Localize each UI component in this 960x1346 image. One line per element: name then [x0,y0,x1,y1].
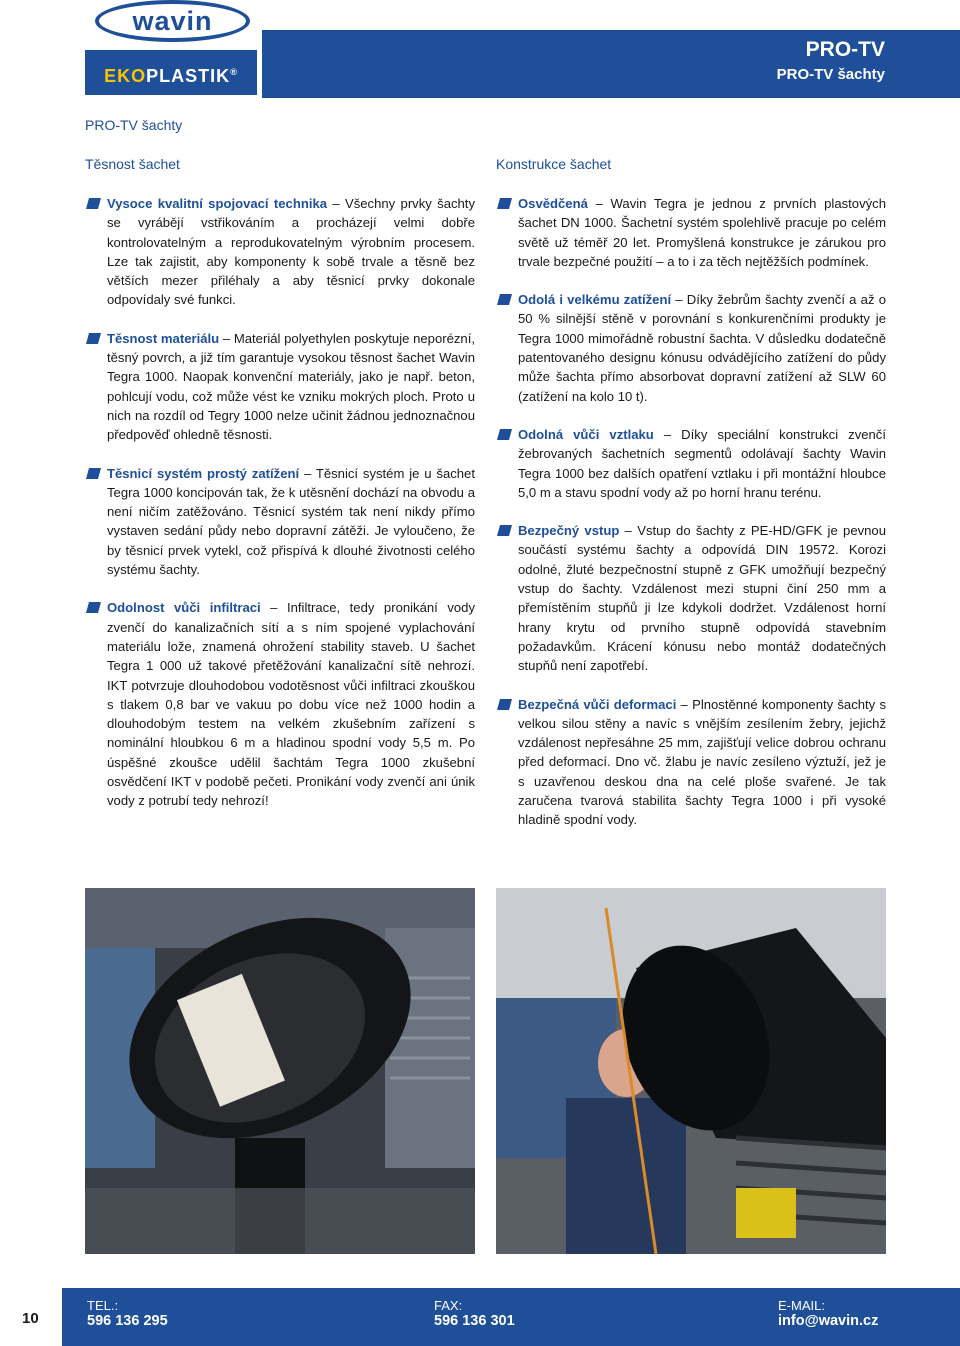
wavin-logo [95,0,250,42]
item-title: Těsnost materiálu [107,330,220,346]
item-title: Odolná vůči vztlaku [518,426,654,442]
company-logo [85,0,257,95]
list-item [496,425,886,502]
item-text: – Infiltrace, tedy pronikání vody zvenčí do kanalizačních sítí a s ním spojené vyplachování materiálu lože, znamená ohrožení stability staveb. U šachet Tegra 1 000 už takové přetěžování kanalizační sítě nehrozí. IKT potvrzuje dlouhodobou vodotěsnost vůči infiltraci zkouškou s tlakem 0,8 bar ve vakuu po dobu více než 1000 hodin a dlouhodobým testem na velkém zkušebním zařízení s nominální hloubkou 6 m a hladinou spodní vody 5,5 m. Po úspěšné zkoušce udělil šachtám Tegra 1000 zkušební osvědčení IKT v podobě pečeti. Pronikání vody zvenčí ani únik vody z potrubí tedy nehrozí! [107,600,475,809]
item-text: – Těsnicí systém je u šachet Tegra 1000 koncipován tak, že k utěsnění dochází na obvodu a není ničím zatěžováno. Těsnicí systém tak není nikdy přímo vystaven sedání půdy nebo dopravní zátěži. Je vyloučeno, že by těsnicí prvek vytekl, což přispívá k dlouhé životnosti celého systému šachty. [107,465,475,578]
plastik-text: PLASTIK [146,66,231,86]
list-item [85,329,475,445]
item-title: Bezpečná vůči deformaci [518,696,677,712]
tel-label: TEL.: [87,1298,119,1313]
list-item [85,464,475,580]
list-item [85,598,475,810]
item-title: Vysoce kvalitní spojovací technika [107,196,328,211]
list-item [496,695,886,830]
fax-value: 596 136 301 [434,1313,515,1329]
email-value: info@wavin.cz [778,1313,879,1329]
photo-shaft-segment-image [85,888,475,1254]
photo-worker-assembly [496,888,886,1254]
item-text: – Vstup do šachty z PE-HD/GFK je pevnou součástí systému šachty a odpovídá DIN 19572. Korozi odolné, žluté bezpečnostní stupně z GFK umožňují bezpečný vstup do šachty. Vzdálenost mezi stupni činí 250 mm a přemístěním stupňů ji lze kdykoli dodržet. Vzdálenost horní hrany krytu od prvního stupně odpovídá stavebním požadavkům. Krácení kónusu nebo montáž dodatečných stupňů není zapotřebí. [518,523,886,674]
eko-text: EKO [104,66,147,86]
list-item [496,521,886,675]
photo-worker-assembly-image [496,888,886,1254]
item-title: Osvědčená [518,196,588,211]
tel-value: 596 136 295 [87,1313,168,1329]
registered-mark: ® [230,67,238,77]
item-text: – Plnostěnné komponenty šachty s velkou silou stěny a navíc s vnějším zesílením žebry, jejichž vzdálenost nepřesáhne 25 mm, zajišťují velice dobrou ochranu před deformací. Dno vč. žlabu je navíc zesíleno výztuží, jež je s uzavřenou deskou dna na celé ploše svařené. Je tak zaručena tvarová stabilita šachty Tegra 1000 i při vysoké hladině spodní vody. [518,696,886,828]
item-title: Odolnost vůči infiltraci [107,600,261,616]
photo-shaft-segment [85,888,475,1254]
header-title: PRO-TV [805,38,885,61]
left-column-heading: Těsnost šachet [85,156,180,172]
item-text: – Wavin Tegra je jednou z prvních plastových šachet DN 1000. Šachetní systém spolehlivě pracuje po celém světě už téměř 20 let. Promyšlená konstrukce je zárukou pro trvale bezpečné použití – a to i za těch nejtěžších podmínek. [518,196,886,269]
item-title: Odolá i velkému zatížení [518,292,672,308]
left-column [85,194,475,830]
page-heading: PRO-TV šachty [85,117,183,133]
item-title: Bezpečný vstup [518,523,620,539]
list-item [496,290,886,406]
list-item [496,194,886,271]
item-text: – Díky žebrům šachty zvenčí a až o 50 % silnější stěně v porovnání s konkurenčními produkty je Tegra 1000 mimořádně robustní šachta. V důsledku dodatečně patentovaného designu kónusu odvádějícího zatížení do půdy může šachta přímo absorbovat dopravní zatížení až SLW 60 (zatížení na kolo 10 t). [518,292,886,404]
header-subtitle: PRO-TV šachty [776,66,885,83]
list-item [85,194,475,310]
right-column-heading: Konstrukce šachet [496,156,612,172]
page-number: 10 [22,1310,39,1327]
ekoplastik-logo [85,50,257,95]
item-title: Těsnicí systém prostý zatížení [107,465,300,481]
item-text: – Materiál polyethylen poskytuje neporézní, těsný povrch, a již tím garantuje vysokou těsnost šachet Wavin Tegra 1000. Naopak konvenční materiály, jako je např. beton, pohlcují vodu, což může vést ke vzniku mokrých ploch. Proto u nich na rozdíl od Tegry 1000 nelze učinit žádnou jednoznačnou předpověď ohledně těsnosti. [107,330,475,443]
item-text: – Všechny prvky šachty se vyrábějí vstřikováním a procházejí velmi dobře kontrolovatelným a reprodukovatelným výrobním procesem. Lze tak zajistit, aby komponenty k sobě trvale a těsně bez větších mezer přiléhaly a aby těsnicí prvky dokonale odpovídaly své funkci. [107,196,475,308]
email-label: E-MAIL: [778,1298,825,1313]
wavin-logo-text: wavin [132,6,213,36]
right-column [496,194,886,849]
fax-label: FAX: [434,1298,463,1313]
item-text: – Díky speciální konstrukci zvenčí žebrovaných šachetních segmentů odolávají šachty Wavin Tegra 1000 bez dalších opatření vztlaku i při montážní hloubce 5,0 m a stavu spodní vody až po horní hranu terénu. [518,426,886,500]
